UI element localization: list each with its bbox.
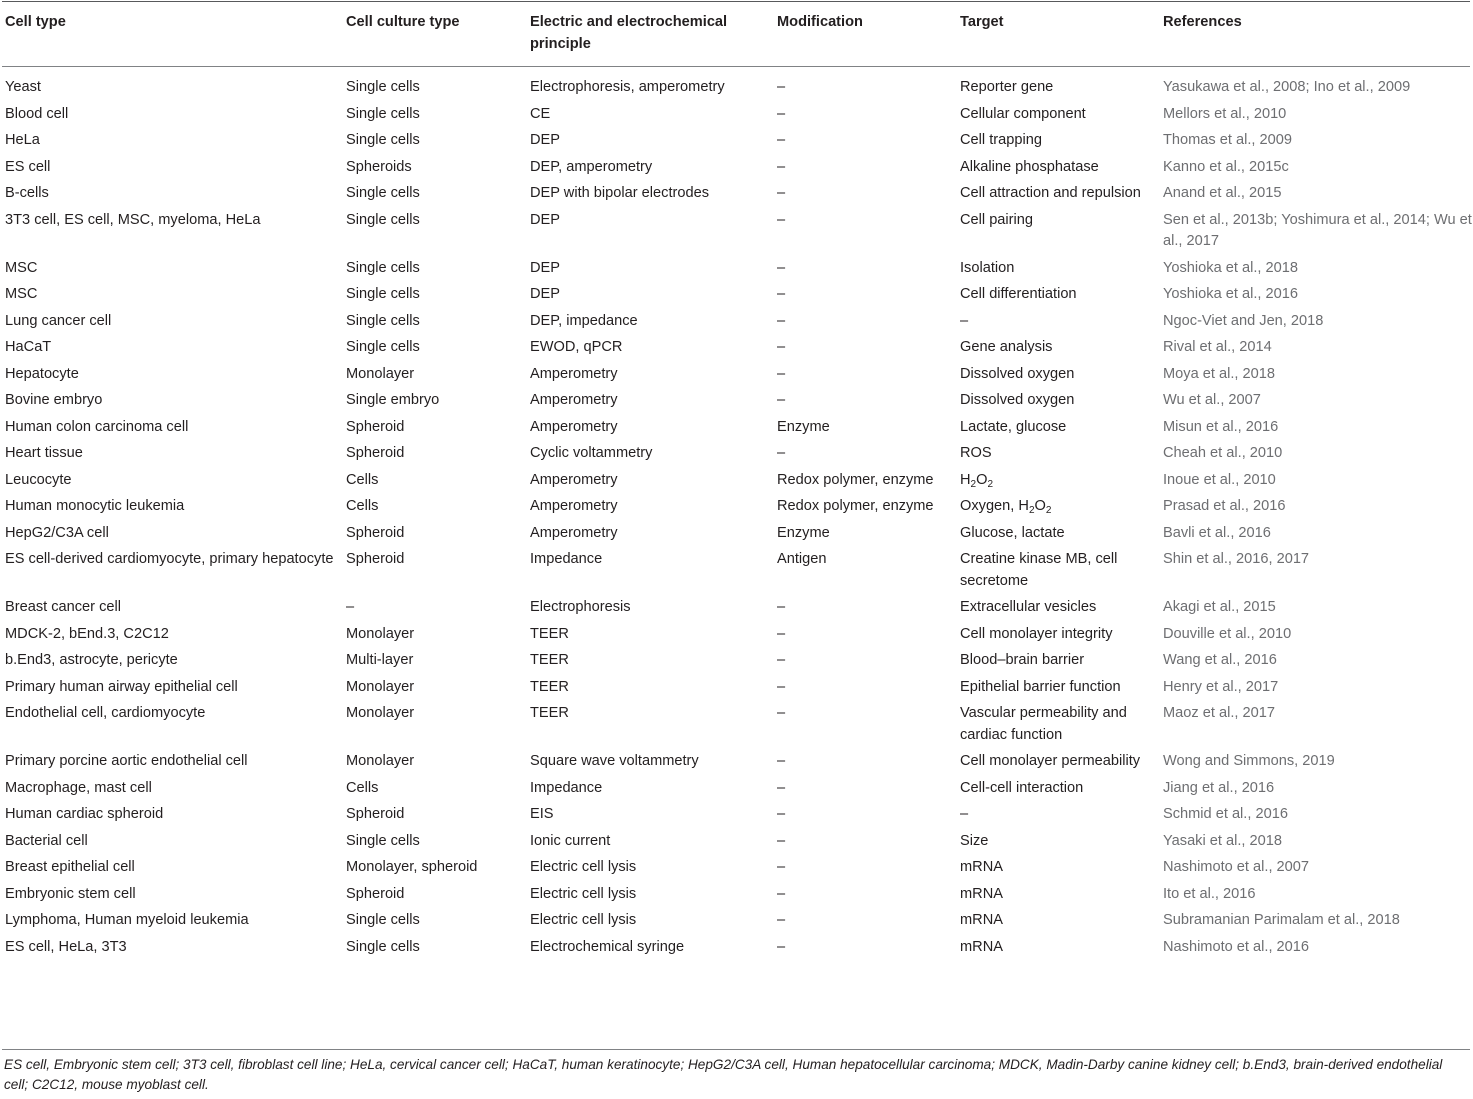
references-cell: Akagi et al., 2015 bbox=[1163, 599, 1276, 615]
references-cell: Misun et al., 2016 bbox=[1163, 418, 1279, 435]
target-cell: Gene analysis bbox=[960, 339, 1053, 355]
table-row bbox=[0, 361, 1473, 388]
header-modification: Modification bbox=[777, 14, 863, 30]
principle-cell: Electrophoresis bbox=[530, 599, 631, 615]
cell-type-cell: B-cells bbox=[5, 185, 49, 201]
references-cell: Ito et al., 2016 bbox=[1163, 885, 1256, 902]
principle-cell: Ionic current bbox=[530, 832, 611, 849]
modification-cell: – bbox=[777, 286, 786, 302]
principle-cell: Impedance bbox=[530, 551, 603, 567]
culture-type-cell: Single cells bbox=[346, 312, 420, 329]
target-cell: mRNA bbox=[960, 885, 1003, 902]
modification-cell: – bbox=[777, 599, 786, 615]
modification-cell: – bbox=[777, 392, 786, 408]
table-row bbox=[0, 520, 1473, 547]
references-cell: Ngoc-Viet and Jen, 2018 bbox=[1163, 312, 1324, 329]
principle-cell: Square wave voltammetry bbox=[530, 753, 699, 769]
cell-type-cell: Lymphoma, Human myeloid leukemia bbox=[5, 912, 249, 928]
references-cell: Bavli et al., 2016 bbox=[1163, 524, 1271, 541]
culture-type-cell: Single cells bbox=[346, 938, 420, 955]
principle-cell: Amperometry bbox=[530, 418, 618, 435]
culture-type-cell: Single cells bbox=[346, 105, 420, 122]
modification-cell: – bbox=[777, 365, 786, 382]
cell-type-cell: Lung cancer cell bbox=[5, 312, 112, 329]
table-row bbox=[0, 335, 1473, 362]
table-row bbox=[0, 547, 1473, 595]
culture-type-cell: Spheroid bbox=[346, 806, 405, 822]
target-cell: Reporter gene bbox=[960, 79, 1054, 95]
cell-type-cell: Primary porcine aortic endothelial cell bbox=[5, 753, 248, 769]
table-row bbox=[0, 802, 1473, 829]
modification-cell: – bbox=[777, 312, 786, 329]
table-header-row bbox=[0, 2, 1473, 66]
target-cell: Glucose, lactate bbox=[960, 524, 1065, 541]
modification-cell: – bbox=[777, 859, 786, 875]
table-row bbox=[0, 749, 1473, 776]
target-cell: Cellular component bbox=[960, 105, 1086, 122]
principle-cell: CE bbox=[530, 105, 551, 122]
cell-type-cell: Leucocyte bbox=[5, 471, 72, 488]
references-cell: Wong and Simmons, 2019 bbox=[1163, 753, 1335, 769]
references-cell: Kanno et al., 2015c bbox=[1163, 158, 1289, 175]
table-row bbox=[0, 701, 1473, 749]
target-cell: Isolation bbox=[960, 259, 1015, 276]
table-row bbox=[0, 66, 1473, 101]
principle-cell: Electrochemical syringe bbox=[530, 938, 685, 955]
culture-type-cell: Monolayer bbox=[346, 678, 415, 695]
references-cell: Prasad et al., 2016 bbox=[1163, 498, 1286, 514]
header-references: References bbox=[1163, 14, 1242, 30]
cell-type-cell: Bacterial cell bbox=[5, 832, 88, 849]
culture-type-cell: Monolayer bbox=[346, 365, 415, 382]
target-cell: Epithelial barrier function bbox=[960, 678, 1121, 695]
table-body bbox=[0, 66, 1473, 961]
target-cell: mRNA bbox=[960, 938, 1003, 955]
table-row bbox=[0, 621, 1473, 648]
principle-cell: Electric cell lysis bbox=[530, 885, 637, 902]
principle-cell: DEP bbox=[530, 259, 561, 276]
references-cell: Yasukawa et al., 2008; Ino et al., 2009 bbox=[1163, 79, 1411, 95]
culture-type-cell: Cells bbox=[346, 471, 379, 488]
culture-type-cell: Monolayer, spheroid bbox=[346, 859, 478, 875]
modification-cell: – bbox=[777, 912, 786, 928]
references-cell: Inoue et al., 2010 bbox=[1163, 471, 1276, 488]
table-row bbox=[0, 101, 1473, 128]
cell-type-cell: 3T3 cell, ES cell, MSC, myeloma, HeLa bbox=[5, 211, 261, 228]
cell-type-cell: HaCaT bbox=[5, 339, 52, 355]
references-cell: Yasaki et al., 2018 bbox=[1163, 832, 1282, 849]
cell-type-cell: ES cell-derived cardiomyocyte, primary hepatocyte bbox=[5, 551, 334, 567]
principle-cell: Amperometry bbox=[530, 365, 618, 382]
table-row bbox=[0, 881, 1473, 908]
table-row bbox=[0, 934, 1473, 961]
modification-cell: – bbox=[777, 105, 786, 122]
target-cell: Alkaline phosphatase bbox=[960, 158, 1099, 175]
header-target: Target bbox=[960, 14, 1004, 30]
cell-type-cell: Yeast bbox=[5, 79, 41, 95]
target-cell: – bbox=[960, 312, 969, 329]
target-cell: mRNA bbox=[960, 859, 1003, 875]
references-cell: Subramanian Parimalam et al., 2018 bbox=[1163, 912, 1400, 928]
modification-cell: – bbox=[777, 652, 786, 668]
principle-cell: TEER bbox=[530, 625, 569, 642]
cell-type-cell: Human cardiac spheroid bbox=[5, 806, 164, 822]
cell-type-cell: MDCK-2, bEnd.3, C2C12 bbox=[5, 625, 169, 642]
modification-cell: – bbox=[777, 445, 786, 461]
table-row bbox=[0, 908, 1473, 935]
table-row bbox=[0, 828, 1473, 855]
culture-type-cell: Monolayer bbox=[346, 625, 415, 642]
table-row bbox=[0, 441, 1473, 468]
target-cell: ROS bbox=[960, 445, 992, 461]
culture-type-cell: Single cells bbox=[346, 339, 420, 355]
target-cell: Creatine kinase MB, cell secretome bbox=[960, 551, 1118, 589]
target-cell: Extracellular vesicles bbox=[960, 599, 1097, 615]
table-row bbox=[0, 674, 1473, 701]
modification-cell: – bbox=[777, 938, 786, 955]
modification-cell: Antigen bbox=[777, 551, 827, 567]
references-cell: Douville et al., 2010 bbox=[1163, 625, 1292, 642]
cell-type-cell: Primary human airway epithelial cell bbox=[5, 678, 238, 695]
culture-type-cell: Spheroids bbox=[346, 158, 412, 175]
culture-type-cell: Single cells bbox=[346, 79, 420, 95]
modification-cell: Enzyme bbox=[777, 524, 830, 541]
references-cell: Nashimoto et al., 2007 bbox=[1163, 859, 1310, 875]
modification-cell: – bbox=[777, 132, 786, 148]
cell-type-cell: MSC bbox=[5, 259, 38, 276]
culture-type-cell: Spheroid bbox=[346, 418, 405, 435]
cell-type-cell: Heart tissue bbox=[5, 445, 83, 461]
modification-cell: Redox polymer, enzyme bbox=[777, 498, 934, 514]
principle-cell: DEP bbox=[530, 132, 561, 148]
table-row bbox=[0, 181, 1473, 208]
header-cell-type: Cell type bbox=[5, 14, 66, 30]
table-row bbox=[0, 207, 1473, 255]
target-cell: Cell differentiation bbox=[960, 286, 1077, 302]
modification-cell: – bbox=[777, 259, 786, 276]
references-cell: Henry et al., 2017 bbox=[1163, 678, 1279, 695]
references-cell: Shin et al., 2016, 2017 bbox=[1163, 551, 1310, 567]
principle-cell: EWOD, qPCR bbox=[530, 339, 623, 355]
cell-type-cell: Embryonic stem cell bbox=[5, 885, 136, 902]
references-cell: Anand et al., 2015 bbox=[1163, 185, 1282, 201]
principle-cell: DEP, amperometry bbox=[530, 158, 653, 175]
principle-cell: Amperometry bbox=[530, 471, 618, 488]
references-cell: Nashimoto et al., 2016 bbox=[1163, 938, 1310, 955]
modification-cell: – bbox=[777, 625, 786, 642]
references-cell: Sen et al., 2013b; Yoshimura et al., 2014; Wu et al., 2017 bbox=[1163, 211, 1472, 249]
target-cell: Vascular permeability and cardiac function bbox=[960, 705, 1127, 743]
culture-type-cell: Single cells bbox=[346, 185, 420, 201]
cell-type-cell: Human monocytic leukemia bbox=[5, 498, 185, 514]
target-cell: Cell attraction and repulsion bbox=[960, 185, 1141, 201]
modification-cell: – bbox=[777, 339, 786, 355]
table-row bbox=[0, 775, 1473, 802]
culture-type-cell: Spheroid bbox=[346, 885, 405, 902]
principle-cell: DEP with bipolar electrodes bbox=[530, 185, 710, 201]
principle-cell: Amperometry bbox=[530, 524, 618, 541]
target-cell: – bbox=[960, 806, 969, 822]
target-cell: Lactate, glucose bbox=[960, 418, 1067, 435]
modification-cell: – bbox=[777, 185, 786, 201]
modification-cell: Enzyme bbox=[777, 418, 830, 435]
culture-type-cell: Single cells bbox=[346, 286, 420, 302]
references-cell: Cheah et al., 2010 bbox=[1163, 445, 1283, 461]
culture-type-cell: Multi-layer bbox=[346, 652, 414, 668]
references-cell: Mellors et al., 2010 bbox=[1163, 105, 1287, 122]
culture-type-cell: Monolayer bbox=[346, 753, 415, 769]
table-bottom-rule bbox=[2, 1049, 1470, 1050]
modification-cell: – bbox=[777, 705, 786, 721]
principle-cell: Electric cell lysis bbox=[530, 912, 637, 928]
header-principle: Electric and electrochemical principle bbox=[530, 14, 728, 52]
principle-cell: Impedance bbox=[530, 779, 603, 796]
culture-type-cell: Cells bbox=[346, 779, 379, 796]
cell-type-cell: HeLa bbox=[5, 132, 40, 148]
modification-cell: – bbox=[777, 158, 786, 175]
table-row bbox=[0, 414, 1473, 441]
target-cell: Size bbox=[960, 832, 989, 849]
culture-type-cell: Spheroid bbox=[346, 524, 405, 541]
principle-cell: TEER bbox=[530, 705, 569, 721]
target-cell: $H_2O_2$ bbox=[960, 471, 994, 490]
principle-cell: Amperometry bbox=[530, 498, 618, 514]
references-cell: Jiang et al., 2016 bbox=[1163, 779, 1275, 796]
cell-type-cell: Bovine embryo bbox=[5, 392, 103, 408]
culture-type-cell: Single embryo bbox=[346, 392, 440, 408]
modification-cell: – bbox=[777, 211, 786, 228]
culture-type-cell: Single cells bbox=[346, 211, 420, 228]
principle-cell: Amperometry bbox=[530, 392, 618, 408]
cell-type-cell: Blood cell bbox=[5, 105, 69, 122]
modification-cell: – bbox=[777, 779, 786, 796]
header-culture-type: Cell culture type bbox=[346, 14, 460, 30]
target-cell: Oxygen, $H_2O_2$ bbox=[960, 498, 1052, 516]
principle-cell: Electrophoresis, amperometry bbox=[530, 79, 725, 95]
cell-type-cell: Hepatocyte bbox=[5, 365, 79, 382]
cell-type-cell: ES cell, HeLa, 3T3 bbox=[5, 938, 127, 955]
cell-type-cell: Human colon carcinoma cell bbox=[5, 418, 189, 435]
principle-cell: DEP bbox=[530, 211, 561, 228]
target-cell: Cell-cell interaction bbox=[960, 779, 1084, 796]
principle-cell: DEP bbox=[530, 286, 561, 302]
table-row bbox=[0, 128, 1473, 155]
target-cell: Cell trapping bbox=[960, 132, 1042, 148]
target-cell: Cell pairing bbox=[960, 211, 1034, 228]
table-row bbox=[0, 855, 1473, 882]
modification-cell: – bbox=[777, 678, 786, 695]
cell-type-cell: Macrophage, mast cell bbox=[5, 779, 152, 796]
references-cell: Moya et al., 2018 bbox=[1163, 365, 1275, 382]
table-row bbox=[0, 494, 1473, 521]
principle-cell: Electric cell lysis bbox=[530, 859, 637, 875]
culture-type-cell: Single cells bbox=[346, 132, 420, 148]
references-cell: Yoshioka et al., 2016 bbox=[1163, 286, 1298, 302]
target-cell: Dissolved oxygen bbox=[960, 392, 1075, 408]
modification-cell: – bbox=[777, 79, 786, 95]
target-cell: mRNA bbox=[960, 912, 1003, 928]
principle-cell: DEP, impedance bbox=[530, 312, 638, 329]
references-cell: Schmid et al., 2016 bbox=[1163, 806, 1288, 822]
table-row bbox=[0, 308, 1473, 335]
target-cell: Cell monolayer permeability bbox=[960, 753, 1141, 769]
references-cell: Maoz et al., 2017 bbox=[1163, 705, 1275, 721]
modification-cell: Redox polymer, enzyme bbox=[777, 471, 934, 488]
cell-type-cell: HepG2/C3A cell bbox=[5, 524, 109, 541]
culture-type-cell: Spheroid bbox=[346, 445, 405, 461]
culture-type-cell: – bbox=[346, 599, 355, 615]
culture-type-cell: Spheroid bbox=[346, 551, 405, 567]
culture-type-cell: Single cells bbox=[346, 912, 420, 928]
principle-cell: TEER bbox=[530, 652, 569, 668]
culture-type-cell: Cells bbox=[346, 498, 379, 514]
modification-cell: – bbox=[777, 806, 786, 822]
modification-cell: – bbox=[777, 885, 786, 902]
references-cell: Wang et al., 2016 bbox=[1163, 652, 1277, 668]
table-row bbox=[0, 595, 1473, 622]
principle-cell: TEER bbox=[530, 678, 569, 695]
cell-type-cell: Breast epithelial cell bbox=[5, 859, 135, 875]
table-row bbox=[0, 282, 1473, 309]
cell-type-cell: ES cell bbox=[5, 158, 51, 175]
table-row bbox=[0, 388, 1473, 415]
modification-cell: – bbox=[777, 753, 786, 769]
table-row bbox=[0, 255, 1473, 282]
table-footnote: ES cell, Embryonic stem cell; 3T3 cell, fibroblast cell line; HeLa, cervical cancer cell; HaCaT, human keratinocyte; HepG2/C3A cell, Human hepatocellular carcinoma; MDCK, Madin-Darby canine kidney cell; b.End3, brain-derived endothelial cell; C2C12, mouse myoblast cell. bbox=[4, 1057, 1443, 1092]
target-cell: Dissolved oxygen bbox=[960, 365, 1075, 382]
target-cell: Blood–brain barrier bbox=[960, 652, 1085, 668]
cell-type-cell: MSC bbox=[5, 286, 38, 302]
culture-type-cell: Monolayer bbox=[346, 705, 415, 721]
culture-type-cell: Single cells bbox=[346, 832, 420, 849]
modification-cell: – bbox=[777, 832, 786, 849]
references-cell: Thomas et al., 2009 bbox=[1163, 132, 1292, 148]
cell-type-cell: Endothelial cell, cardiomyocyte bbox=[5, 705, 206, 721]
table-row bbox=[0, 154, 1473, 181]
culture-type-cell: Single cells bbox=[346, 259, 420, 276]
principle-cell: Cyclic voltammetry bbox=[530, 445, 653, 461]
references-cell: Yoshioka et al., 2018 bbox=[1163, 259, 1298, 276]
principle-cell: EIS bbox=[530, 806, 554, 822]
table-row bbox=[0, 467, 1473, 494]
cell-analysis-table bbox=[0, 2, 1473, 961]
table-row bbox=[0, 648, 1473, 675]
cell-type-cell: b.End3, astrocyte, pericyte bbox=[5, 652, 178, 668]
cell-type-cell: Breast cancer cell bbox=[5, 599, 121, 615]
references-cell: Rival et al., 2014 bbox=[1163, 339, 1272, 355]
references-cell: Wu et al., 2007 bbox=[1163, 392, 1261, 408]
target-cell: Cell monolayer integrity bbox=[960, 625, 1113, 642]
